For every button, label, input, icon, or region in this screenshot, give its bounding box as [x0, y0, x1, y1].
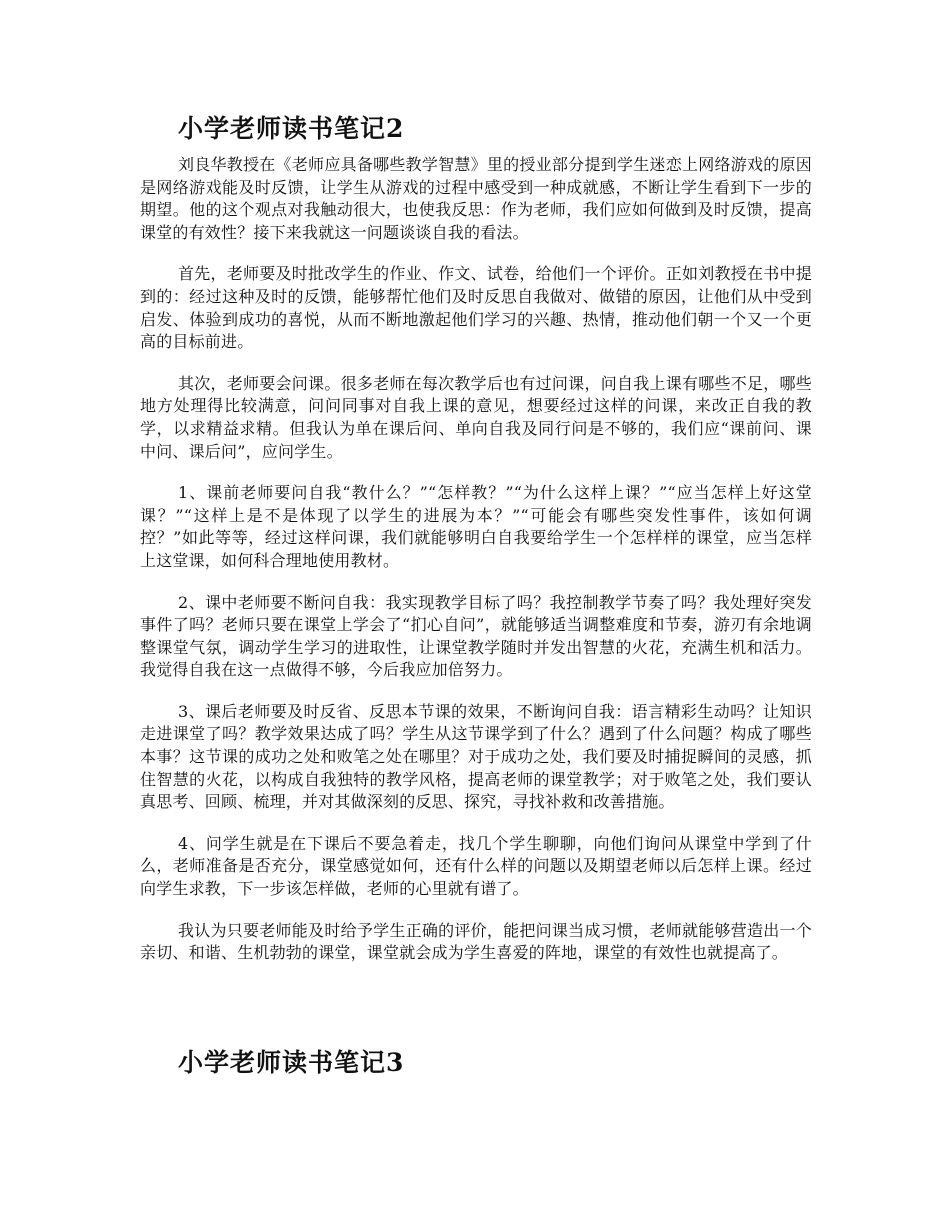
paragraph-conclusion: 我认为只要老师能及时给予学生正确的评价，能把问课当成习惯，老师就能够营造出一个亲切、和谐、生机勃勃的课堂，课堂就会成为学生喜爱的阵地，课堂的有效性也就提高了。 [140, 920, 812, 963]
paragraph-after-class: 3、课后老师要及时反省、反思本节课的效果，不断询问自我：语言精彩生动吗？让知识走进课堂了吗？教学效果达成了吗？学生从这节课学到了什么？遇到了什么问题？构成了哪些本事？这节课的成功之处和败笔之处在哪里？对于成功之处，我们要及时捕捉瞬间的灵感，抓住智慧的火花，以构成自我独特的教学风格，提高老师的课堂教学；对于败笔之处，我们要认真思考、回顾、梳理，并对其做深刻的反思、探究，寻找补救和改善措施。 [140, 701, 812, 812]
paragraph-before-class: 1、课前老师要问自我“教什么？”“怎样教？”“为什么这样上课？”“应当怎样上好这堂课？”“这样上是不是体现了以学生的进展为本？”“可能会有哪些突发性事件，该如何调控？”如此等等，经过这样问课，我们就能够明白自我要给学生一个怎样样的课堂，应当怎样上这堂课，如何科合理地使用教材。 [140, 483, 812, 570]
paragraph-during-class: 2、课中老师要不断问自我：我实现教学目标了吗？我控制教学节奏了吗？我处理好突发事件了吗？老师只要在课堂上学会了“扪心自问”，就能够适当调整难度和节奏，游刃有余地调整课堂气氛，调动学生学习的进取性，让课堂教学随时并发出智慧的火花，充满生机和活力。我觉得自我在这一点做得不够，今后我应加倍努力。 [140, 592, 812, 680]
paragraph-first-point: 首先，老师要及时批改学生的作业、作文、试卷，给他们一个评价。正如刘教授在书中提到的：经过这种及时的反馈，能够帮忙他们及时反思自我做对、做错的原因，让他们从中受到启发、体验到成功的喜悦，从而不断地激起他们学习的兴趣、热情，推动他们朝一个又一个更高的目标前进。 [140, 264, 812, 352]
paragraph-ask-students: 4、问学生就是在下课后不要急着走，找几个学生聊聊，向他们询问从课堂中学到了什么，老师准备是否充分，课堂感觉如何，还有什么样的问题以及期望老师以后怎样上课。经过向学生求教，下一步该怎样做，老师的心里就有谱了。 [140, 833, 812, 899]
section-heading-notes-2: 小学老师读书笔记2 [178, 114, 405, 143]
section-heading-notes-3: 小学老师读书笔记3 [178, 1048, 405, 1077]
paragraph-second-point: 其次，老师要会问课。很多老师在每次教学后也有过问课，问自我上课有哪些不足，哪些地方处理得比较满意，问问同事对自我上课的意见，想要经过这样的问课，来改正自我的教学，以求精益求精。但我认为单在课后问、单向自我及同行问是不够的，我们应“课前问、课中问、课后问”，应问学生。 [140, 373, 812, 461]
paragraph-intro: 刘良华教授在《老师应具备哪些教学智慧》里的授业部分提到学生迷恋上网络游戏的原因是网络游戏能及时反馈，让学生从游戏的过程中感受到一种成就感，不断让学生看到下一步的期望。他的这个观点对我触动很大，也使我反思：作为老师，我们应如何做到及时反馈，提高课堂的有效性？接下来我就这一问题谈谈自我的看法。 [140, 155, 812, 242]
article-body [140, 154, 812, 984]
